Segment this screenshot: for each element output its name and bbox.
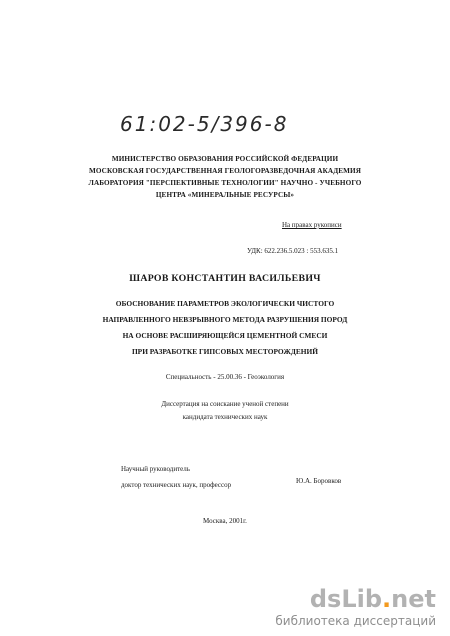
- logo-part: net: [391, 585, 436, 613]
- supervisor-role-line: Научный руководитель: [121, 465, 190, 473]
- supervisor-name: Ю.А. Боровков: [296, 477, 342, 485]
- supervisor-role-line: доктор технических наук, профессор: [121, 481, 232, 489]
- watermark-logo: [275, 586, 436, 612]
- title-line: ОБОСНОВАНИЕ ПАРАМЕТРОВ ЭКОЛОГИЧЕСКИ ЧИСТОГО: [115, 299, 335, 308]
- degree-line: кандидата технических наук: [182, 413, 268, 421]
- author-name: ШАРОВ КОНСТАНТИН ВАСИЛЬЕВИЧ: [129, 273, 321, 284]
- logo-part: dsLib: [309, 585, 383, 613]
- watermark: [275, 586, 436, 628]
- degree-statement: [0, 398, 450, 424]
- logo-dot: .: [382, 585, 392, 613]
- institution-header: [0, 153, 450, 201]
- dissertation-title: [0, 296, 450, 360]
- institution-line: ЦЕНТРА «МИНЕРАЛЬНЫЕ РЕСУРСЫ»: [155, 191, 295, 199]
- degree-line: Диссертация на соискание ученой степени: [161, 400, 289, 408]
- title-line: НА ОСНОВЕ РАСШИРЯЮЩЕЙСЯ ЦЕМЕНТНОЙ СМЕСИ: [122, 331, 328, 340]
- title-line: НАПРАВЛЕННОГО НЕВЗРЫВНОГО МЕТОДА РАЗРУШЕНИЯ ПОРОД: [102, 315, 348, 324]
- institution-line: МОСКОВСКАЯ ГОСУДАРСТВЕННАЯ ГЕОЛОГОРАЗВЕДОЧНАЯ АКАДЕМИЯ: [89, 167, 361, 175]
- city-year: Москва, 2001г.: [203, 517, 247, 525]
- udc-code: УДК: 622.236.5.023 : 553.635.1: [247, 247, 339, 255]
- specialty: Специальность - 25.00.36 - Геоэкология: [165, 373, 285, 381]
- institution-line: МИНИСТЕРСТВО ОБРАЗОВАНИЯ РОССИЙСКОЙ ФЕДЕРАЦИИ: [111, 155, 339, 163]
- handwritten-archive-code: 61:02-5/396-8: [120, 112, 289, 136]
- rights-note: На правах рукописи: [282, 221, 342, 229]
- institution-line: ЛАБОРАТОРИЯ "ПЕРСПЕКТИВНЫЕ ТЕХНОЛОГИИ" НАУЧНО - УЧЕБНОГО: [88, 179, 362, 187]
- watermark-subtitle: библиотека диссертаций: [275, 614, 436, 628]
- title-line: ПРИ РАЗРАБОТКЕ ГИПСОВЫХ МЕСТОРОЖДЕНИЙ: [131, 347, 319, 356]
- supervisor-role: [121, 461, 231, 493]
